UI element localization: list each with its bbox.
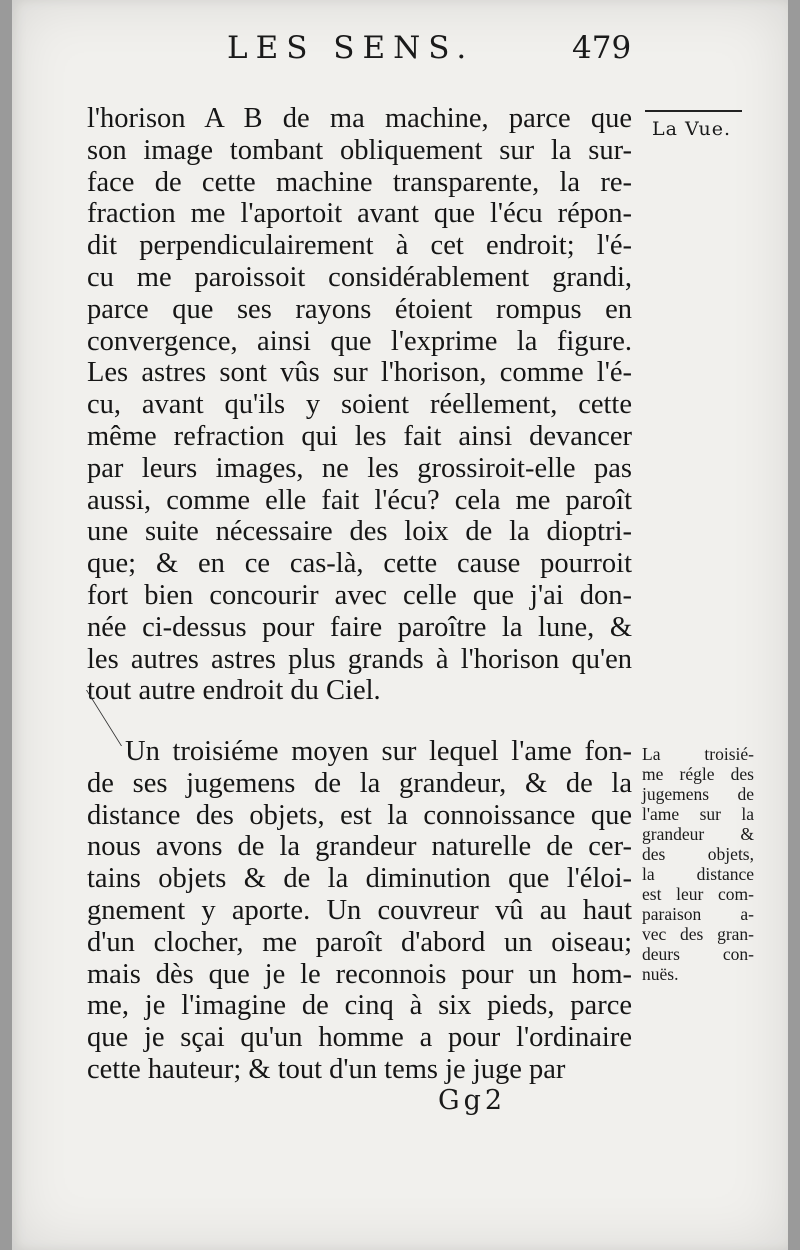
- text-line: mais dès que je le reconnois pour un hom-: [87, 958, 632, 990]
- text-line: me, je l'imagine de cinq à six pieds, parce: [87, 990, 632, 1022]
- paragraph-continuation: [87, 103, 632, 707]
- text-line: fort bien concourir avec celle que j'ai don-: [87, 579, 632, 611]
- text-line: tains objets & de la diminution que l'éloi-: [87, 863, 632, 895]
- margin-note: [642, 744, 754, 984]
- text-line: que je sçai qu'un homme a pour l'ordinaire: [87, 1022, 632, 1054]
- margin-note-line: deurs con-: [642, 944, 754, 964]
- margin-note-line: l'ame sur la: [642, 804, 754, 824]
- text-line: même refraction qui les fait ainsi devancer: [87, 420, 632, 452]
- text-line: aussi, comme elle fait l'écu? cela me paroît: [87, 484, 632, 516]
- page-number: 479: [572, 30, 632, 66]
- text-line: distance des objets, est la connoissance que: [87, 799, 632, 831]
- margin-note-line: nuës.: [642, 964, 679, 984]
- text-line: dit perpendiculairement à cet endroit; l'é-: [87, 230, 632, 262]
- text-line: les autres astres plus grands à l'horison qu'en: [87, 643, 632, 675]
- text-line: Les astres sont vûs sur l'horison, comme l'é-: [87, 357, 632, 389]
- text-line: d'un clocher, me paroît d'abord un oiseau;: [87, 926, 632, 958]
- text-line: l'horison A B de ma machine, parce que: [87, 103, 632, 134]
- text-line: convergence, ainsi que l'exprime la figure.: [87, 325, 632, 357]
- text-line: de ses jugemens de la grandeur, & de la: [87, 767, 632, 799]
- text-line: une suite nécessaire des loix de la dioptri-: [87, 516, 632, 548]
- paragraph-third-means: [87, 736, 632, 1086]
- margin-note-line: la distance: [642, 864, 754, 884]
- margin-note-line: La troisié-: [642, 744, 754, 764]
- margin-note-line: grandeur &: [642, 824, 754, 844]
- text-line: parce que ses rayons étoient rompus en: [87, 293, 632, 325]
- header-rule: [645, 110, 742, 112]
- text-line: nous avons de la grandeur naturelle de cer-: [87, 831, 632, 863]
- running-head: LES SENS.: [227, 30, 475, 66]
- text-line: cu me paroissoit considérablement grandi,: [87, 261, 632, 293]
- margin-note-line: des objets,: [642, 844, 754, 864]
- text-line: tout autre endroit du Ciel.: [87, 675, 381, 707]
- margin-note-line: vec des gran-: [642, 924, 754, 944]
- text-line: cette hauteur; & tout d'un tems je juge par: [87, 1053, 566, 1085]
- signature-mark: Gg2: [438, 1085, 507, 1116]
- margin-note-line: jugemens de: [642, 784, 754, 804]
- text-line: née ci-dessus pour faire paroître la lune, &: [87, 611, 632, 643]
- margin-note-line: me régle des: [642, 764, 754, 784]
- text-line: gnement y aporte. Un couvreur vû au haut: [87, 894, 632, 926]
- text-line: Un troisiéme moyen sur lequel l'ame fon-: [125, 736, 632, 767]
- text-line: face de cette machine transparente, la re-: [87, 166, 632, 198]
- text-line: son image tombant obliquement sur la sur-: [87, 134, 632, 166]
- text-line: que; & en ce cas-là, cette cause pourroit: [87, 548, 632, 580]
- side-heading: La Vue.: [652, 118, 732, 140]
- margin-note-line: est leur com-: [642, 884, 754, 904]
- text-line: fraction me l'aportoit avant que l'écu répon-: [87, 198, 632, 230]
- margin-note-line: paraison a-: [642, 904, 754, 924]
- book-page: [12, 0, 788, 1250]
- text-line: cu, avant qu'ils y soient réellement, cette: [87, 389, 632, 421]
- text-line: par leurs images, ne les grossiroit-elle pas: [87, 452, 632, 484]
